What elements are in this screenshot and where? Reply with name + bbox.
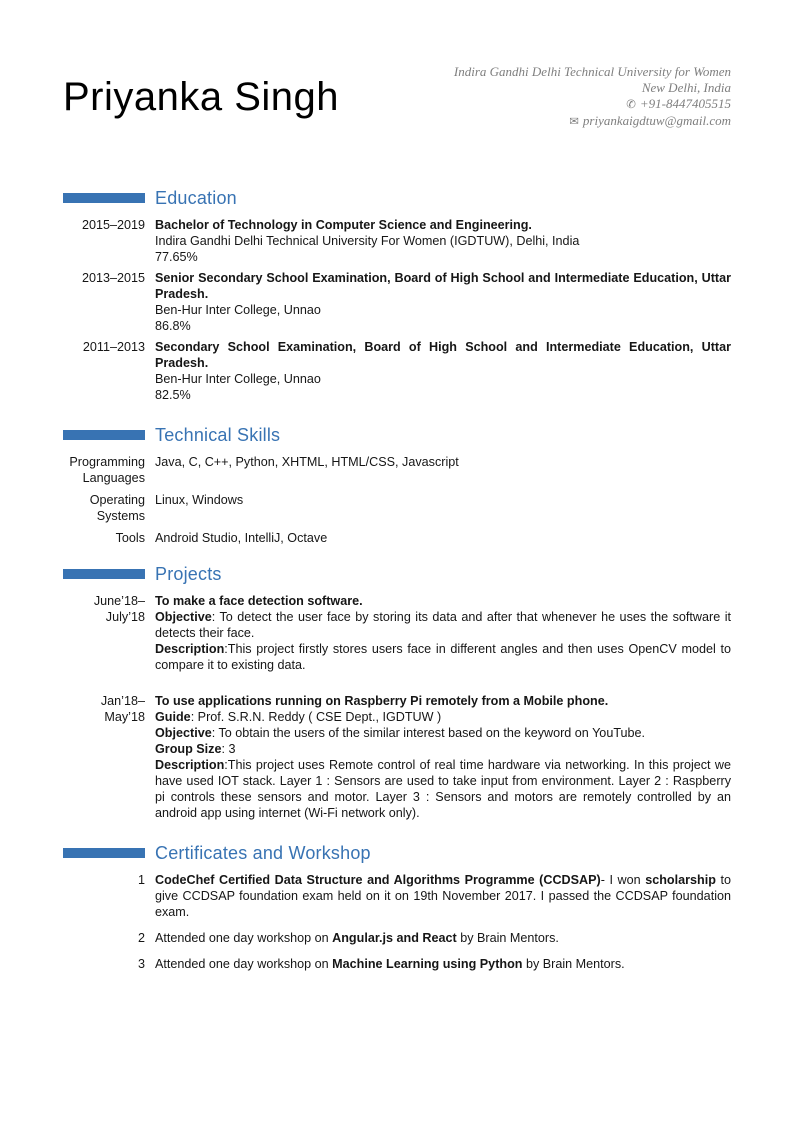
education-score: 82.5% — [155, 388, 191, 402]
section-rule-projects — [63, 569, 145, 579]
certificate-segment: by Brain Mentors. — [456, 931, 559, 945]
certificate-text — [155, 930, 731, 946]
skill-category: Programming Languages — [69, 455, 145, 485]
project-detail-description — [155, 757, 731, 821]
section-certificates-header — [63, 845, 731, 861]
project-date-end: July’18 — [105, 610, 145, 624]
certificate-text — [155, 956, 731, 972]
section-technical-skills — [63, 427, 731, 546]
education-date: 2015–2019 — [81, 218, 145, 232]
project-details — [155, 693, 731, 821]
certificate-segment: - I won — [600, 873, 646, 887]
detail-label: Guide — [155, 710, 191, 724]
education-details — [155, 217, 731, 265]
project-detail-description — [155, 641, 731, 673]
contact-institution: Indira Gandhi Delhi Technical University for Women — [453, 64, 731, 79]
certificate-number: 2 — [137, 931, 145, 945]
education-institution: Ben-Hur Inter College, Unnao — [155, 303, 321, 317]
detail-text: : To obtain the users of the similar interest based on the keyword on YouTube. — [211, 726, 646, 740]
section-rule-education — [63, 193, 145, 203]
section-title-projects: Projects — [155, 564, 222, 584]
project-date — [63, 593, 145, 673]
certificate-segment: Angular.js and React — [332, 931, 457, 945]
education-details — [155, 339, 731, 403]
project-entry — [63, 593, 731, 673]
education-entry — [63, 339, 731, 403]
skill-category: Operating Systems — [89, 493, 145, 523]
education-date: 2013–2015 — [81, 271, 145, 285]
detail-text: : To detect the user face by storing its data and after that whenever he uses the software it detects their face. — [155, 610, 731, 640]
skill-row — [63, 530, 731, 546]
email-icon: ✉ — [569, 116, 579, 128]
certificate-number: 3 — [137, 957, 145, 971]
mobile-phone-icon: ✆ — [626, 99, 636, 111]
education-date: 2011–2013 — [82, 340, 145, 354]
project-detail-objective — [155, 609, 731, 641]
education-degree: Senior Secondary School Examination, Board of High School and Intermediate Education, Uttar Pradesh. — [155, 271, 731, 301]
certificate-text — [155, 872, 731, 920]
skill-row — [63, 492, 731, 524]
project-title: To use applications running on Raspberry Pi remotely from a Mobile phone. — [155, 694, 609, 708]
certificate-item — [63, 872, 731, 920]
skill-values: Java, C, C++, Python, XHTML, HTML/CSS, Javascript — [155, 455, 459, 469]
section-certificates — [63, 845, 731, 972]
contact-block — [454, 58, 731, 130]
project-detail-objective — [155, 725, 731, 741]
project-date-end: May’18 — [104, 710, 145, 724]
project-date-start: Jan’18– — [100, 694, 145, 708]
education-institution: Indira Gandhi Delhi Technical University For Women (IGDTUW), Delhi, India — [155, 234, 580, 248]
contact-location: New Delhi, India — [641, 80, 731, 95]
header — [63, 0, 731, 130]
education-entries — [63, 217, 731, 403]
skill-row — [63, 454, 731, 486]
section-education — [63, 190, 731, 403]
project-title: To make a face detection software. — [155, 594, 363, 608]
project-entries — [63, 593, 731, 821]
education-institution: Ben-Hur Inter College, Unnao — [155, 372, 321, 386]
detail-label: Description — [155, 758, 225, 772]
detail-label: Objective — [155, 726, 212, 740]
section-rule-skills — [63, 430, 145, 440]
education-degree: Secondary School Examination, Board of High School and Intermediate Education, Uttar Pradesh. — [155, 340, 731, 370]
section-title-certificates: Certificates and Workshop — [155, 843, 371, 863]
education-entry — [63, 270, 731, 334]
detail-text: :This project firstly stores users face in different angles and then uses OpenCV model to compare it to existing data. — [155, 642, 731, 672]
candidate-name: Priyanka Singh — [63, 75, 340, 119]
skills-rows — [63, 454, 731, 546]
skill-category: Tools — [115, 531, 145, 545]
education-score: 77.65% — [155, 250, 198, 264]
certificate-segment: CodeChef Certified Data Structure and Algorithms Programme (CCDSAP) — [155, 873, 601, 887]
detail-label: Description — [155, 642, 225, 656]
certificate-segment: scholarship — [645, 873, 716, 887]
project-details — [155, 593, 731, 673]
contact-email — [454, 113, 731, 130]
certificate-number: 1 — [137, 873, 145, 887]
certificate-segment: to give CCDSAP foundation exam held on it on 19th November 2017. I passed the CCDSAP foundation exam. — [155, 873, 731, 919]
section-rule-certificates — [63, 848, 145, 858]
certificate-segment: Attended one day workshop on — [155, 957, 333, 971]
certificate-segment: by Brain Mentors. — [522, 957, 625, 971]
section-education-header — [63, 190, 731, 206]
detail-label: Objective — [155, 610, 212, 624]
detail-label: Group Size — [155, 742, 222, 756]
certificate-segment: Machine Learning using Python — [332, 957, 523, 971]
project-detail-group-size — [155, 741, 731, 757]
project-date — [63, 693, 145, 821]
detail-text: : 3 — [221, 742, 236, 756]
project-detail-guide — [155, 709, 731, 725]
education-entry — [63, 217, 731, 265]
certificate-items — [63, 872, 731, 972]
certificate-item — [63, 956, 731, 972]
certificate-segment: Attended one day workshop on — [155, 931, 333, 945]
detail-text: :This project uses Remote control of real time hardware via networking. In this project we have used IOT stack. Layer 1 : Sensors are used to take input from environment. Layer 2 : Raspberry pi controls these sensors and motor. Layer 3 : Sensors and motors are remotely controlled by an android app using internet (Wi-Fi network only). — [155, 758, 731, 820]
contact-phone-number: +91-8447405515 — [639, 96, 731, 111]
contact-phone — [454, 96, 731, 113]
certificate-item — [63, 930, 731, 946]
section-projects — [63, 566, 731, 821]
section-projects-header — [63, 566, 731, 582]
education-score: 86.8% — [155, 319, 191, 333]
skill-values: Linux, Windows — [155, 493, 244, 507]
project-entry — [63, 693, 731, 821]
section-title-skills: Technical Skills — [155, 425, 281, 445]
skill-values: Android Studio, IntelliJ, Octave — [155, 531, 328, 545]
section-title-education: Education — [155, 188, 237, 208]
section-skills-header — [63, 427, 731, 443]
education-degree: Bachelor of Technology in Computer Science and Engineering. — [155, 218, 532, 232]
education-details — [155, 270, 731, 334]
contact-email-address: priyankaigdtuw@gmail.com — [582, 113, 731, 128]
project-date-start: June’18– — [93, 594, 145, 608]
detail-text: : Prof. S.R.N. Reddy ( CSE Dept., IGDTUW ) — [190, 710, 442, 724]
